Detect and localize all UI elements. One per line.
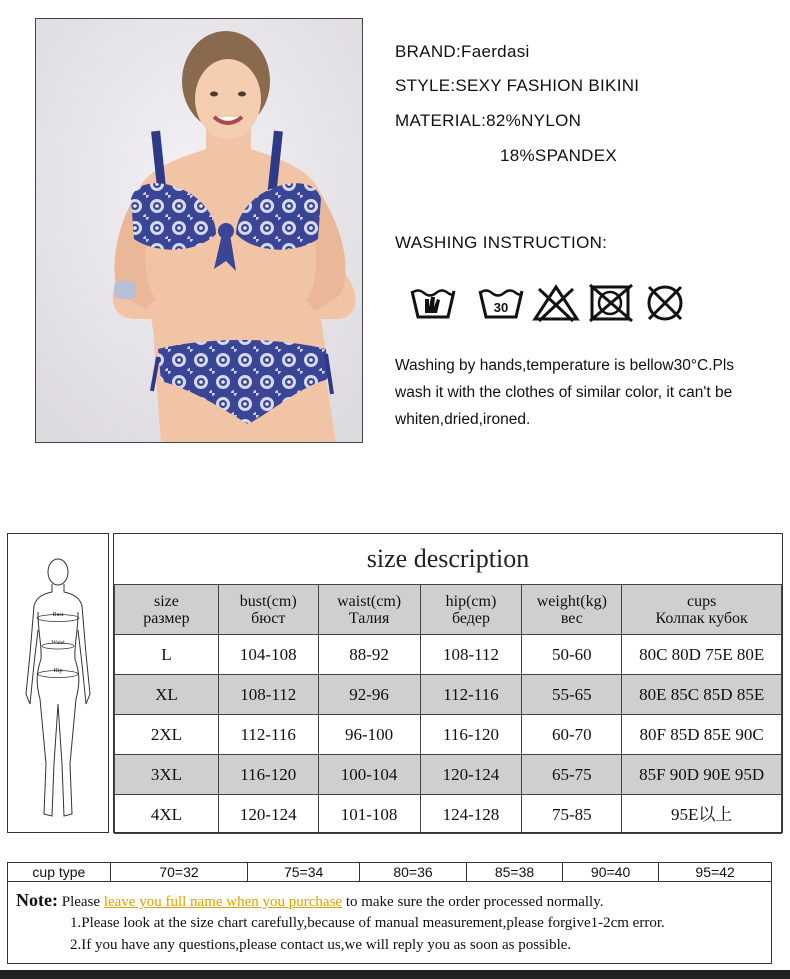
cell-waist: 92-96 <box>318 675 420 715</box>
cell-size: 4XL <box>115 795 219 834</box>
cell-weight: 55-65 <box>522 675 622 715</box>
cell-bust: 104-108 <box>218 635 318 675</box>
note-line-3: 2.If you have any questions,please contact us,we will reply you as soon as possible. <box>70 937 572 953</box>
cell-hip: 124-128 <box>420 795 522 834</box>
cell-waist: 96-100 <box>318 715 420 755</box>
header-hip: hip(cm) бедер <box>420 585 522 635</box>
header-weight: weight(kg) вес <box>522 585 622 635</box>
cell-bust: 120-124 <box>218 795 318 834</box>
note-pre: Please <box>61 894 104 910</box>
material-text: MATERIAL:82%NYLON <box>395 111 582 130</box>
cup-type-label: cup type <box>8 863 111 882</box>
waist-label: Waist <box>51 640 65 646</box>
cell-weight: 75-85 <box>522 795 622 834</box>
cup-type-value: 85=38 <box>466 863 562 882</box>
bottom-bar <box>0 970 790 979</box>
cup-type-value: 95=42 <box>659 863 772 882</box>
header-bust: bust(cm) бюст <box>218 585 318 635</box>
cell-cups: 80F 85D 85E 90C <box>622 715 782 755</box>
cell-bust: 108-112 <box>218 675 318 715</box>
model-illustration <box>36 19 362 442</box>
cell-weight: 50-60 <box>522 635 622 675</box>
cell-weight: 60-70 <box>522 715 622 755</box>
no-dry-clean-icon <box>641 283 691 323</box>
cell-hip: 120-124 <box>420 755 522 795</box>
note-line-1 <box>16 890 604 911</box>
table-row <box>115 675 782 715</box>
cell-size: L <box>115 635 219 675</box>
cup-type-value: 80=36 <box>360 863 467 882</box>
product-photo <box>35 18 363 443</box>
no-tumble-dry-icon <box>586 283 636 323</box>
cell-hip: 116-120 <box>420 715 522 755</box>
note-line-2: 1.Please look at the size chart carefully,because of manual measurement,please forgive1-2cm error. <box>70 915 665 931</box>
washing-line-2: wash it with the clothes of similar color, it can't be <box>395 384 733 401</box>
wash-30-icon <box>476 283 526 323</box>
cup-type-table <box>7 862 772 882</box>
note-post: to make sure the order processed normally. <box>342 894 604 910</box>
washing-line-1: Washing by hands,temperature is bellow30°C.Pls <box>395 357 735 374</box>
style-text: STYLE:SEXY FASHION BIKINI <box>395 76 640 95</box>
cell-size: XL <box>115 675 219 715</box>
note-highlight-link[interactable]: leave you full name when you purchase <box>103 894 343 910</box>
cell-size: 2XL <box>115 715 219 755</box>
header-size: size размер <box>115 585 219 635</box>
cup-type-value: 90=40 <box>563 863 659 882</box>
cell-bust: 112-116 <box>218 715 318 755</box>
wash-temp-label: 30 <box>493 300 509 315</box>
table-row <box>115 755 782 795</box>
cell-cups: 95E以上 <box>622 795 782 834</box>
body-outline-icon <box>8 534 108 832</box>
material-text-2: 18%SPANDEX <box>500 146 618 165</box>
brand-text: BRAND:Faerdasi <box>395 42 530 61</box>
washing-line-3: whiten,dried,ironed. <box>395 411 531 428</box>
cup-type-value: 70=32 <box>110 863 247 882</box>
size-grid <box>114 584 782 834</box>
cell-waist: 101-108 <box>318 795 420 834</box>
cup-type-value: 75=34 <box>248 863 360 882</box>
table-row <box>115 715 782 755</box>
size-table-title: size description <box>366 544 530 573</box>
measurement-figure <box>7 533 109 833</box>
cell-size: 3XL <box>115 755 219 795</box>
washing-description <box>395 352 780 433</box>
washing-instruction-title: WASHING INSTRUCTION: <box>395 233 608 252</box>
size-table <box>113 533 783 833</box>
cell-cups: 80E 85C 85D 85E <box>622 675 782 715</box>
cell-bust: 116-120 <box>218 755 318 795</box>
hand-wash-icon <box>408 283 458 323</box>
cell-cups: 85F 90D 90E 95D <box>622 755 782 795</box>
bust-label: Bust <box>52 612 64 618</box>
cell-waist: 100-104 <box>318 755 420 795</box>
hip-label: Hip <box>53 668 63 674</box>
header-cups: cups Колпак кубок <box>622 585 782 635</box>
note-label: Note: <box>16 890 58 910</box>
cell-hip: 112-116 <box>420 675 522 715</box>
cell-waist: 88-92 <box>318 635 420 675</box>
notes-box <box>7 882 772 964</box>
table-row <box>115 795 782 834</box>
header-waist: waist(cm) Талия <box>318 585 420 635</box>
table-row <box>115 635 782 675</box>
cell-hip: 108-112 <box>420 635 522 675</box>
cell-weight: 65-75 <box>522 755 622 795</box>
size-header-row <box>115 585 782 635</box>
no-bleach-icon <box>531 283 581 323</box>
cell-cups: 80C 80D 75E 80E <box>622 635 782 675</box>
